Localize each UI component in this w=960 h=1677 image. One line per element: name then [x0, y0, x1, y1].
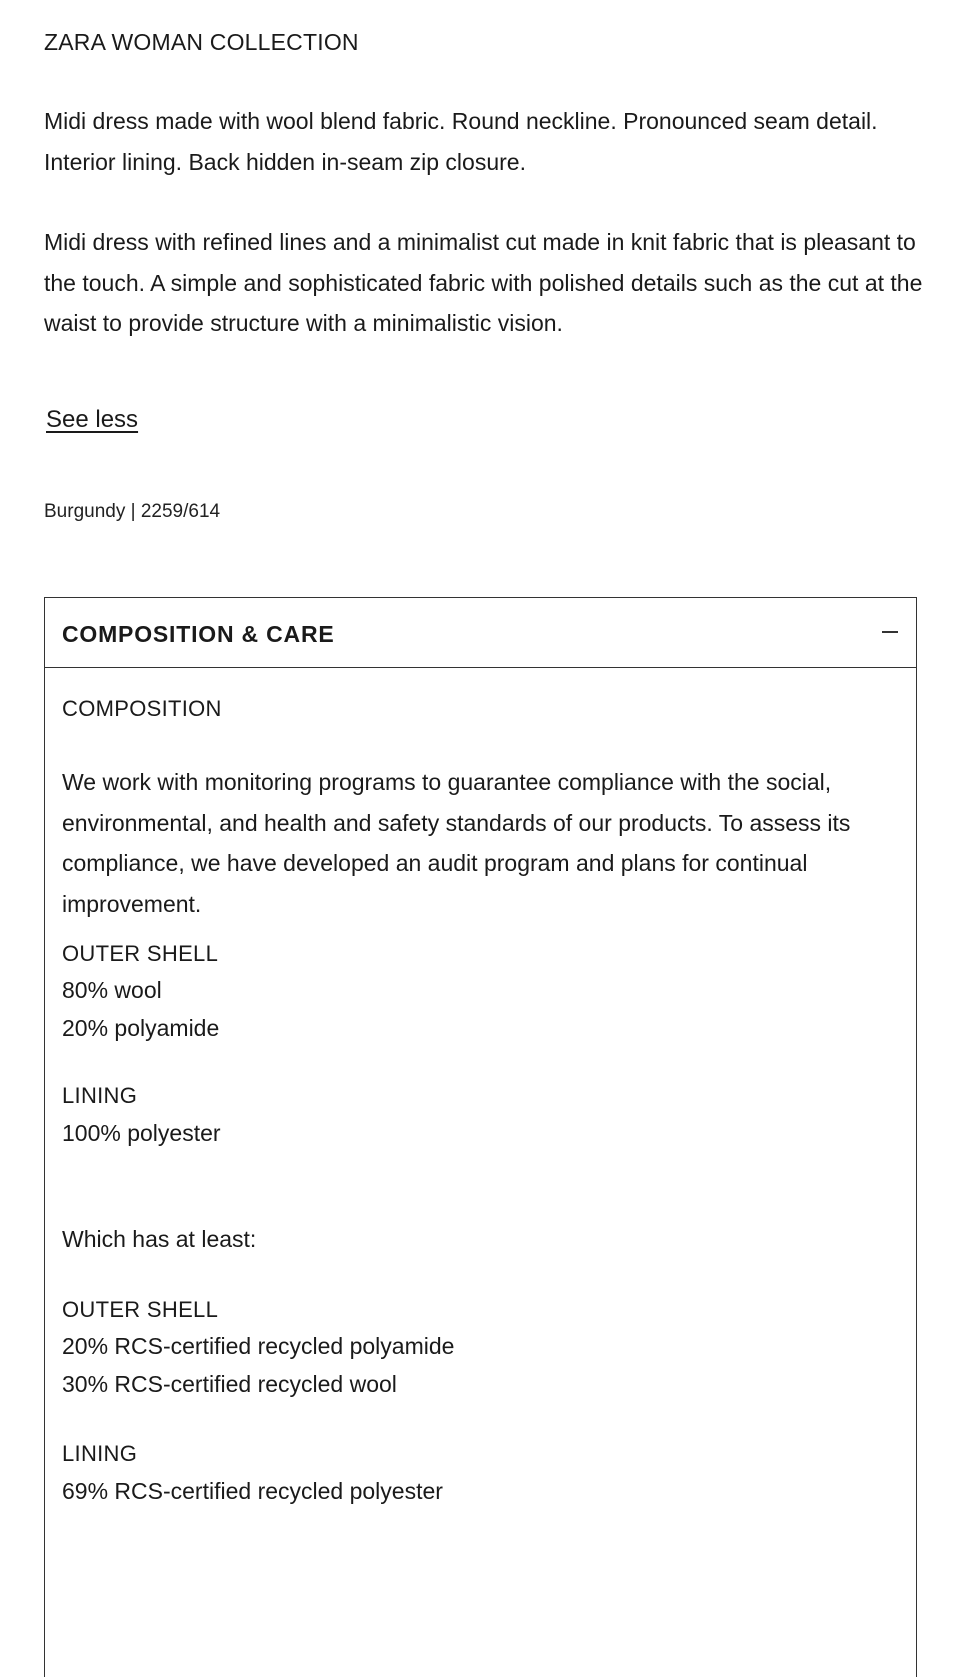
lining-item: 100% polyester: [62, 1120, 221, 1146]
recycled-outer-shell-item: 20% RCS-certified recycled polyamide: [62, 1333, 455, 1359]
composition-care-title: COMPOSITION & CARE: [62, 621, 335, 647]
composition-care-header[interactable]: [45, 598, 916, 668]
collection-label: ZARA WOMAN COLLECTION: [44, 29, 359, 55]
recycled-lining-item: 69% RCS-certified recycled polyester: [62, 1478, 443, 1504]
description-paragraph-2: Midi dress with refined lines and a minimalist cut made in knit fabric that is pleasant to the touch. A simple and sophisticated fabric with polished details such as the cut at the waist to provide structure with a minimalistic vision.: [44, 229, 923, 336]
recycled-lining-label: LINING: [62, 1441, 138, 1466]
recycled-outer-shell-item: 30% RCS-certified recycled wool: [62, 1371, 397, 1397]
recycled-outer-shell-label: OUTER SHELL: [62, 1297, 219, 1322]
description-paragraph-1: Midi dress made with wool blend fabric. Round neckline. Pronounced seam detail. Interior lining. Back hidden in-seam zip closure.: [44, 108, 878, 175]
color-reference: Burgundy | 2259/614: [44, 501, 221, 522]
composition-care-panel: [44, 597, 917, 1677]
lining-label: LINING: [62, 1083, 138, 1108]
which-has-at-least: Which has at least:: [62, 1226, 257, 1252]
outer-shell-item: 20% polyamide: [62, 1015, 220, 1041]
composition-section-title: COMPOSITION: [62, 696, 222, 721]
compliance-intro: We work with monitoring programs to guarantee compliance with the social, environmental, and health and safety standards of our products. To assess its compliance, we have developed an audit program and plans for continual improvement.: [62, 769, 851, 917]
outer-shell-label: OUTER SHELL: [62, 941, 219, 966]
see-less-link[interactable]: See less: [46, 406, 139, 433]
outer-shell-item: 80% wool: [62, 977, 162, 1003]
minus-icon[interactable]: [882, 631, 898, 633]
